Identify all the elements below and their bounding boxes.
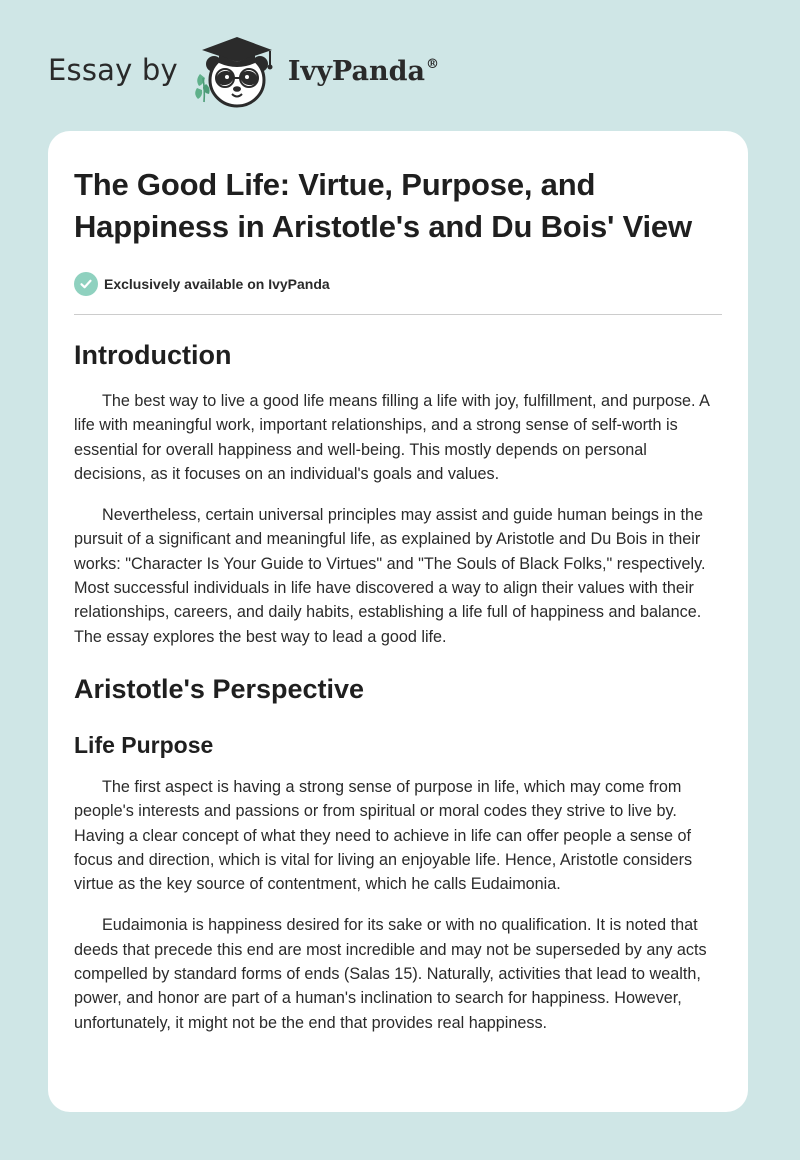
brand-name[interactable]: [288, 56, 439, 87]
section-heading-introduction: Introduction: [74, 340, 232, 370]
registered-mark: ®: [425, 56, 439, 72]
panda-graduate-icon[interactable]: [192, 34, 282, 110]
paragraph: The best way to live a good life means filling a life with joy, fulfillment, and purpose. A life with meaningful work, important relationships, and a strong sense of self-worth is essential for overall happiness and well-being. This mostly depends on personal decisions, as it focuses on an individual's goals and values.: [74, 392, 710, 483]
section-heading-aristotle: Aristotle's Perspective: [74, 673, 365, 704]
essay-by-label: Essay by: [48, 53, 178, 87]
essay-card: [48, 131, 748, 1112]
exclusive-badge: [74, 271, 722, 297]
subsection-heading-life-purpose: Life Purpose: [74, 731, 214, 758]
title-divider: [74, 314, 722, 315]
brand-text: IvyPanda: [287, 55, 425, 87]
paragraph: Eudaimonia is happiness desired for its sake or with no qualification. It is noted that deeds that precede this end are most incredible and may not be superseded by any acts compelled by standard forms of ends (Salas 15). Naturally, activities that lead to wealth, power, and honor are part of a human's inclination to search for happiness. However, unfortunately, it might not be the end that provides real happiness.: [74, 916, 707, 1032]
essay-title: The Good Life: Virtue, Purpose, and Happiness in Aristotle's and Du Bois' View: [74, 167, 692, 244]
paragraph: Nevertheless, certain universal principles may assist and guide human beings in the pursuit of a significant and meaningful life, as explained by Aristotle and Du Bois in their works: "Character Is Your Guide to Virtues" and "The Souls of Black Folks," respectively. Most successful individuals in life have discovered a way to align their values with their relationships, careers, and daily habits, establishing a life full of happiness and balance. The essay explores the best way to lead a good life.: [74, 506, 706, 646]
check-circle-icon: [74, 272, 98, 296]
paragraph: The first aspect is having a strong sense of purpose in life, which may come from people's interests and passions or from spiritual or moral codes they strive to live by. Having a clear concept of what they need to achieve in life can offer people a sense of focus and direction, which is vital for living an enjoyable life. Hence, Aristotle considers virtue as the key source of contentment, which he calls Eudaimonia.: [74, 777, 693, 894]
site-header: [48, 34, 439, 110]
exclusive-label: Exclusively available on IvyPanda: [104, 276, 330, 292]
